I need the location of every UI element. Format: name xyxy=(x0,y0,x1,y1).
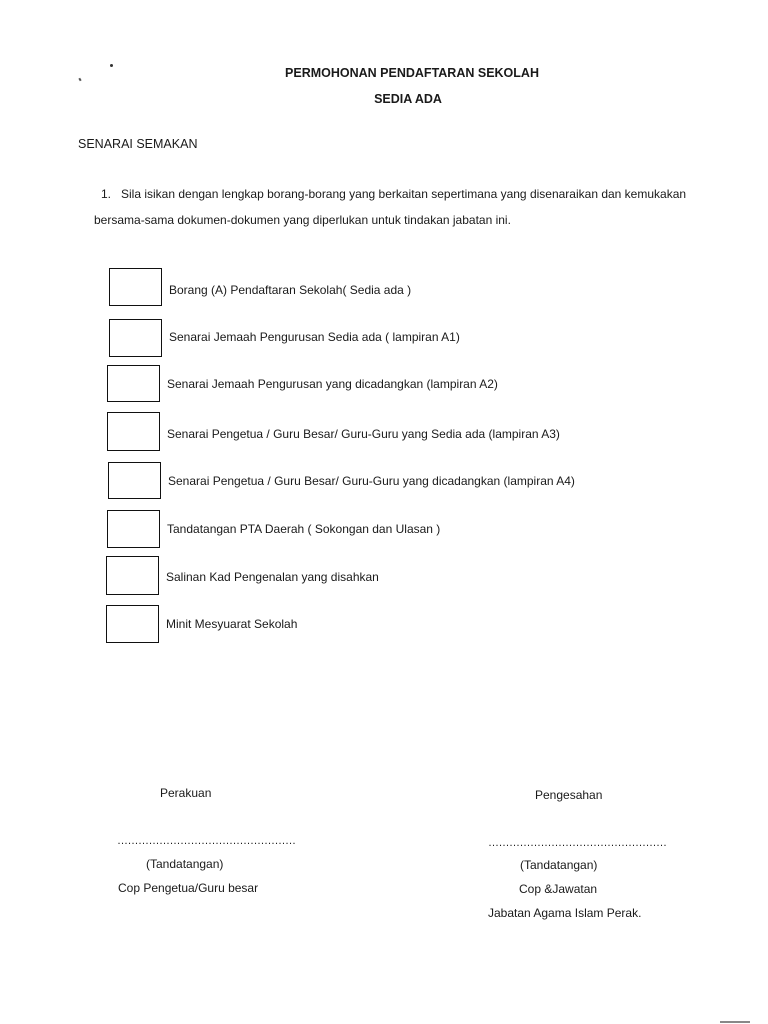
checklist-item-label: Senarai Jemaah Pengurusan yang dicadangkan (lampiran A2) xyxy=(167,377,498,391)
stamp-label: Cop Pengetua/Guru besar xyxy=(118,881,259,895)
scan-speck xyxy=(720,1021,750,1023)
checkbox-borang-a[interactable] xyxy=(109,268,162,306)
checklist-item-label: Senarai Jemaah Pengurusan Sedia ada ( lampiran A1) xyxy=(169,330,460,344)
instruction-line-1: Sila isikan dengan lengkap borang-borang yang berkaitan sepertimana yang disenaraikan dan kemukakan xyxy=(121,187,687,201)
checkbox-lampiran-a3[interactable] xyxy=(107,412,160,451)
instruction-line-2: bersama-sama dokumen-dokumen yang diperlukan untuk tindakan jabatan ini. xyxy=(94,213,511,227)
checkbox-tandatangan-pta[interactable] xyxy=(107,510,160,548)
section-heading: SENARAI SEMAKAN xyxy=(78,137,198,151)
stamp-label: Cop &Jawatan xyxy=(519,882,598,896)
page-subtitle: SEDIA ADA xyxy=(374,92,442,106)
checkbox-lampiran-a4[interactable] xyxy=(108,462,161,499)
checkbox-lampiran-a1[interactable] xyxy=(109,319,162,357)
checkbox-lampiran-a2[interactable] xyxy=(107,365,160,402)
checklist-item-label: Minit Mesyuarat Sekolah xyxy=(166,617,298,631)
signature-label: (Tandatangan) xyxy=(520,858,598,872)
instruction-number: 1. xyxy=(101,187,112,201)
checkbox-minit-mesyuarat[interactable] xyxy=(106,605,159,643)
department-name: Jabatan Agama Islam Perak. xyxy=(488,906,642,920)
page-title: PERMOHONAN PENDAFTARAN SEKOLAH xyxy=(285,66,539,80)
checkbox-salinan-kad[interactable] xyxy=(106,556,159,595)
signature-label: (Tandatangan) xyxy=(146,857,224,871)
signature-line: …………………………………………… xyxy=(488,837,667,849)
checklist-item-label: Borang (A) Pendaftaran Sekolah( Sedia ada ) xyxy=(169,283,412,297)
checklist-item-label: Senarai Pengetua / Guru Besar/ Guru-Guru yang Sedia ada (lampiran A3) xyxy=(167,427,560,441)
checklist-item-label: Senarai Pengetua / Guru Besar/ Guru-Guru yang dicadangkan (lampiran A4) xyxy=(168,474,575,488)
signature-heading: Pengesahan xyxy=(535,788,603,802)
checklist-item-label: Salinan Kad Pengenalan yang disahkan xyxy=(166,570,379,584)
signature-line: …………………………………………… xyxy=(117,835,296,847)
checklist-item-label: Tandatangan PTA Daerah ( Sokongan dan Ulasan ) xyxy=(167,522,441,536)
signature-heading: Perakuan xyxy=(160,786,212,800)
